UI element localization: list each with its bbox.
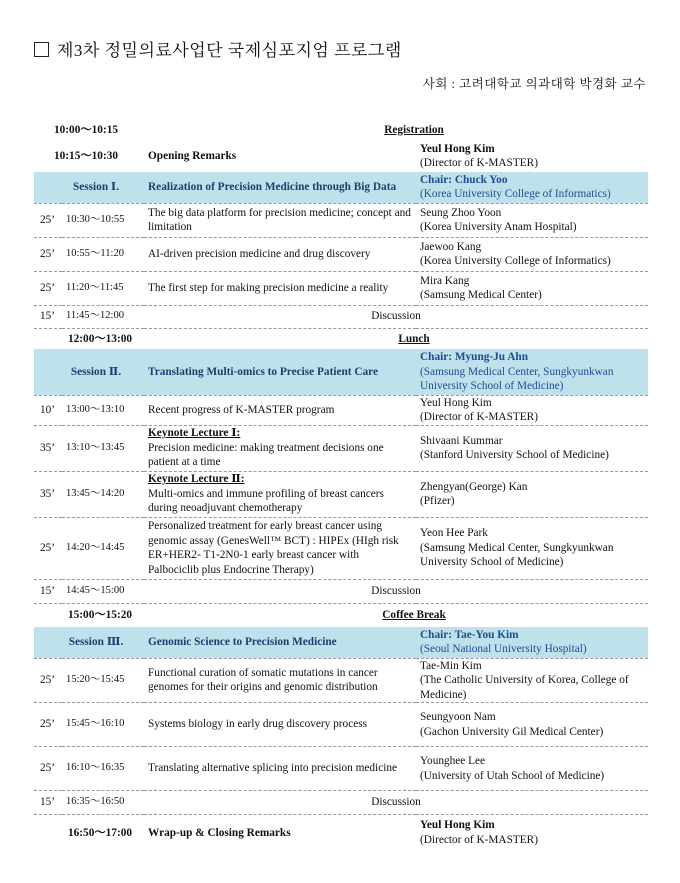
- talk-speaker: Shivaani Kummar (Stanford University School of Medicine): [416, 425, 648, 471]
- talk-duration: 25’: [34, 703, 62, 747]
- discussion-time: 11:45～12:00: [62, 305, 144, 328]
- lunch-label: Lunch: [398, 332, 430, 345]
- session-3-title: Genomic Science to Precision Medicine: [144, 627, 416, 658]
- discussion-label: Discussion: [144, 791, 648, 815]
- talk-title: Functional curation of somatic mutations in cancer genomes for their origins and genomic distribution: [144, 658, 416, 703]
- talk-title: Systems biology in early drug discovery process: [144, 703, 416, 747]
- closing-time: 16:50～17:00: [68, 826, 133, 839]
- talk-row: [34, 237, 648, 271]
- closing-title: Wrap-up & Closing Remarks: [148, 826, 291, 839]
- session-1-chair: Chair: Chuck Yoo (Korea University College of Informatics): [416, 172, 648, 203]
- registration-time: 10:00～10:15: [54, 123, 119, 136]
- talk-title: Recent progress of K-MASTER program: [144, 395, 416, 425]
- talk-duration: 25’: [34, 658, 62, 703]
- talk-duration: 25’: [34, 747, 62, 791]
- discussion-row: [34, 305, 648, 328]
- talk-duration: 35’: [34, 425, 62, 471]
- talk-row: [34, 747, 648, 791]
- session-2-label: Session Ⅱ.: [34, 349, 144, 395]
- keynote-label: Keynote Lecture Ⅰ:: [148, 427, 241, 440]
- discussion-row: [34, 791, 648, 815]
- closing-speaker: Yeul Hong Kim (Director of K-MASTER): [420, 819, 538, 846]
- session-2-header: [34, 349, 648, 395]
- opening-title: Opening Remarks: [148, 149, 237, 162]
- session-1-label: Session Ⅰ.: [34, 172, 144, 203]
- coffee-row: [34, 603, 648, 627]
- talk-row: [34, 395, 648, 425]
- opening-row: [34, 140, 648, 172]
- registration-row: [34, 120, 648, 140]
- discussion-duration: 15’: [34, 579, 62, 603]
- discussion-label: Discussion: [144, 305, 648, 328]
- talk-row: [34, 203, 648, 237]
- talk-time: 10:30～10:55: [62, 203, 144, 237]
- talk-time: 15:20～15:45: [62, 658, 144, 703]
- opening-speaker: Yeul Hong Kim (Director of K-MASTER): [420, 142, 538, 169]
- talk-speaker: Zhengyan(George) Kan (Pfizer): [416, 471, 648, 517]
- discussion-duration: 15’: [34, 305, 62, 328]
- talk-row: [34, 425, 648, 471]
- checkbox-square-icon: [34, 42, 49, 57]
- talk-duration: 25’: [34, 271, 62, 305]
- host-line: 사회 : 고려대학교 의과대학 박경화 교수: [422, 77, 646, 91]
- talk-row: [34, 471, 648, 517]
- talk-speaker: Yeon Hee Park (Samsung Medical Center, Sungkyunkwan University School of Medicine): [416, 517, 648, 579]
- talk-time: 13:00～13:10: [62, 395, 144, 425]
- talk-row: [34, 658, 648, 703]
- closing-row: [34, 815, 648, 851]
- talk-title: AI-driven precision medicine and drug discovery: [144, 237, 416, 271]
- talk-time: 16:10～16:35: [62, 747, 144, 791]
- session-3-label: Session Ⅲ.: [34, 627, 144, 658]
- talk-time: 10:55～11:20: [62, 237, 144, 271]
- talk-title: Keynote Lecture Ⅰ: Precision medicine: making treatment decisions one patient at a time: [144, 425, 416, 471]
- talk-duration: 25’: [34, 237, 62, 271]
- talk-speaker: Seungyoon Nam (Gachon University Gil Medical Center): [416, 703, 648, 747]
- session-1-title: Realization of Precision Medicine through Big Data: [144, 172, 416, 203]
- talk-time: 14:20～14:45: [62, 517, 144, 579]
- talk-duration: 10’: [34, 395, 62, 425]
- talk-title: The first step for making precision medicine a reality: [144, 271, 416, 305]
- session-1-header: [34, 172, 648, 203]
- talk-speaker: Younghee Lee (University of Utah School of Medicine): [416, 747, 648, 791]
- session-3-chair: Chair: Tae-You Kim (Seoul National University Hospital): [416, 627, 648, 658]
- talk-row: [34, 517, 648, 579]
- session-2-title: Translating Multi-omics to Precise Patient Care: [144, 349, 416, 395]
- talk-time: 13:45～14:20: [62, 471, 144, 517]
- lunch-row: [34, 328, 648, 349]
- page-title-text: 제3차 정밀의료사업단 국제심포지엄 프로그램: [57, 41, 402, 60]
- talk-speaker: Tae-Min Kim (The Catholic University of Korea, College of Medicine): [416, 658, 648, 703]
- talk-speaker: Jaewoo Kang (Korea University College of Informatics): [416, 237, 648, 271]
- talk-title: Translating alternative splicing into precision medicine: [144, 747, 416, 791]
- talk-row: [34, 703, 648, 747]
- talk-speaker: Yeul Hong Kim (Director of K-MASTER): [416, 395, 648, 425]
- talk-duration: 25’: [34, 203, 62, 237]
- talk-time: 11:20～11:45: [62, 271, 144, 305]
- talk-title: The big data platform for precision medicine; concept and limitation: [144, 203, 416, 237]
- coffee-label: Coffee Break: [382, 609, 446, 621]
- talk-row: [34, 271, 648, 305]
- talk-duration: 35’: [34, 471, 62, 517]
- talk-time: 13:10～13:45: [62, 425, 144, 471]
- discussion-time: 14:45～15:00: [62, 579, 144, 603]
- lunch-time: 12:00～13:00: [68, 332, 133, 345]
- talk-speaker: Seung Zhoo Yoon (Korea University Anam Hospital): [416, 203, 648, 237]
- opening-time: 10:15～10:30: [54, 149, 119, 162]
- session-3-header: [34, 627, 648, 658]
- keynote-label: Keynote Lecture Ⅱ:: [148, 473, 245, 486]
- discussion-time: 16:35～16:50: [62, 791, 144, 815]
- talk-duration: 25’: [34, 517, 62, 579]
- coffee-time: 15:00～15:20: [68, 609, 133, 621]
- registration-label: Registration: [384, 123, 444, 136]
- discussion-label: Discussion: [144, 579, 648, 603]
- talk-title: Personalized treatment for early breast cancer using genomic assay (GenesWell™ BCT) : HIPEx (HIgh risk ER+HER2- T1-2N0-1 early breast cancer with Palbociclib plus Endocrine Therapy): [144, 517, 416, 579]
- talk-speaker: Mira Kang (Samsung Medical Center): [416, 271, 648, 305]
- session-2-chair: Chair: Myung-Ju Ahn (Samsung Medical Center, Sungkyunkwan University School of Medicine): [416, 349, 648, 395]
- talk-title: Keynote Lecture Ⅱ: Multi-omics and immune profiling of breast cancers during neoadjuvant chemotherapy: [144, 471, 416, 517]
- page-title: [34, 36, 402, 61]
- discussion-duration: 15’: [34, 791, 62, 815]
- talk-time: 15:45～16:10: [62, 703, 144, 747]
- discussion-row: [34, 579, 648, 603]
- program-table: [34, 120, 648, 851]
